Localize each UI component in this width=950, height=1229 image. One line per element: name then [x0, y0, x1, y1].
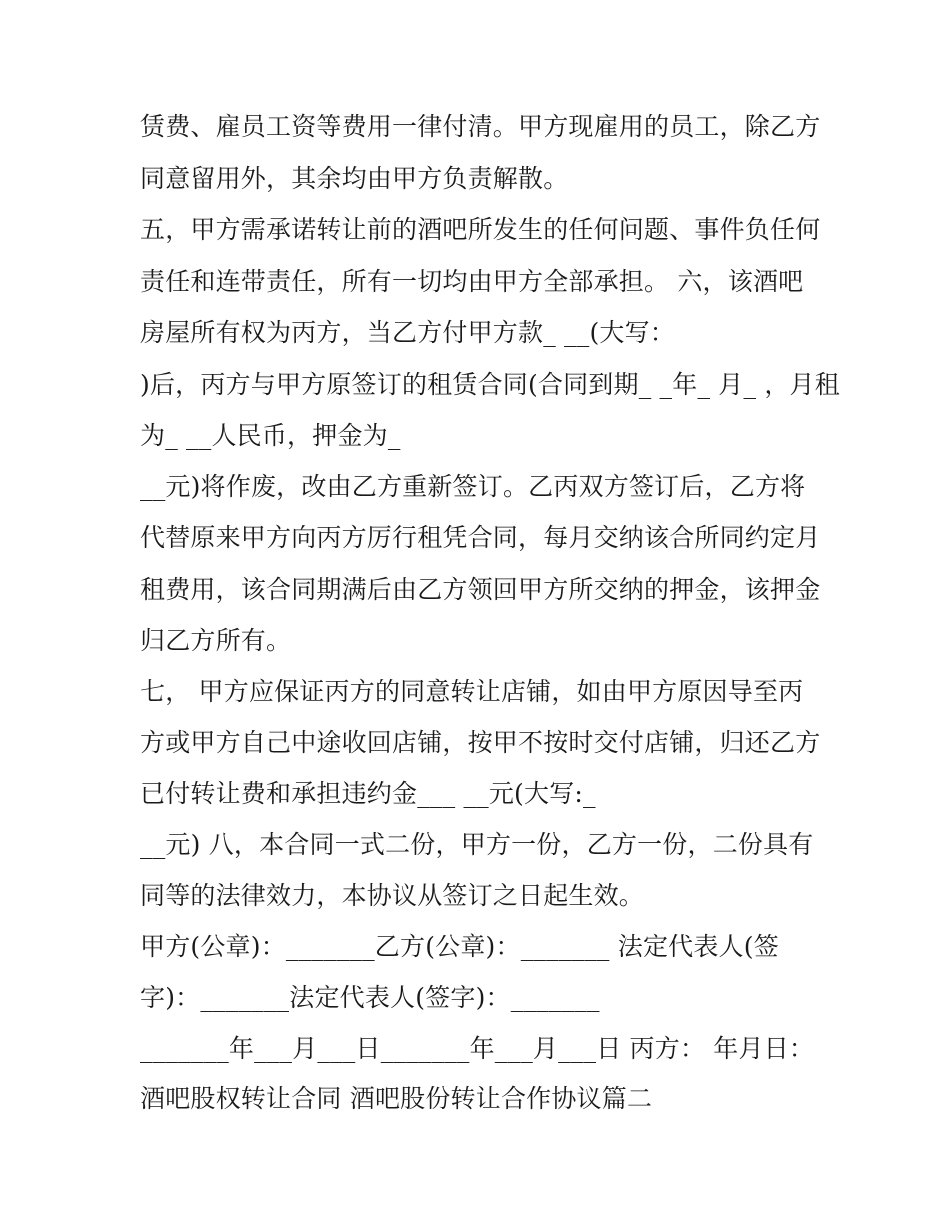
paragraph-line: 归乙方所有。 [140, 626, 292, 655]
paragraph-line: 方或甲方自己中途收回店铺，按甲不按时交付店铺，归还乙方 [140, 728, 821, 757]
paragraph-line: 同意留用外，其余均由甲方负责解散。 [140, 164, 569, 193]
paragraph-line: 已付转让费和承担违约金___ __元(大写:_ [140, 779, 596, 808]
paragraph-line: __元) 八，本合同一式二份，甲方一份，乙方一份，二份具有 [140, 830, 814, 859]
signature-line: 字)：_______法定代表人(签字)：_______ [140, 983, 600, 1012]
paragraph-line: 七， 甲方应保证丙方的同意转让店铺，如由甲方原因导至丙 [140, 677, 804, 706]
paragraph-line: 责任和连带责任，所有一切均由甲方全部承担。 六，该酒吧 [140, 267, 804, 296]
signature-line: 甲方(公章)：_______乙方(公章)：_______ 法定代表人(签 [140, 932, 779, 961]
paragraph-line: 为_ __人民币，押金为_ [140, 421, 401, 450]
paragraph-line: __元)将作废，改由乙方重新签订。乙丙双方签订后，乙方将 [140, 472, 806, 501]
paragraph-line: 五，甲方需承诺转让前的酒吧所发生的任何问题、事件负任何 [140, 215, 821, 244]
date-line: _______年___月___日_______年___月___日 丙方： 年月日： [140, 1034, 815, 1063]
paragraph-line: 代替原来甲方向丙方厉行租凭合同，每月交纳该合所同约定月 [140, 523, 821, 552]
paragraph-line: )后，丙方与甲方原签订的租赁合同(合同到期_ _年_ 月_ ，月租 [140, 370, 840, 399]
paragraph-line: 租费用，该合同期满后由乙方领回甲方所交纳的押金，该押金 [140, 575, 821, 604]
paragraph-line: 赁费、雇员工资等费用一律付清。甲方现雇用的员工，除乙方 [140, 112, 821, 141]
section-heading: 酒吧股权转让合同 酒吧股份转让合作协议篇二 [140, 1084, 653, 1113]
paragraph-line: 房屋所有权为丙方，当乙方付甲方款_ __(大写： [140, 318, 676, 347]
paragraph-line: 同等的法律效力，本协议从签订之日起生效。 [140, 881, 645, 910]
